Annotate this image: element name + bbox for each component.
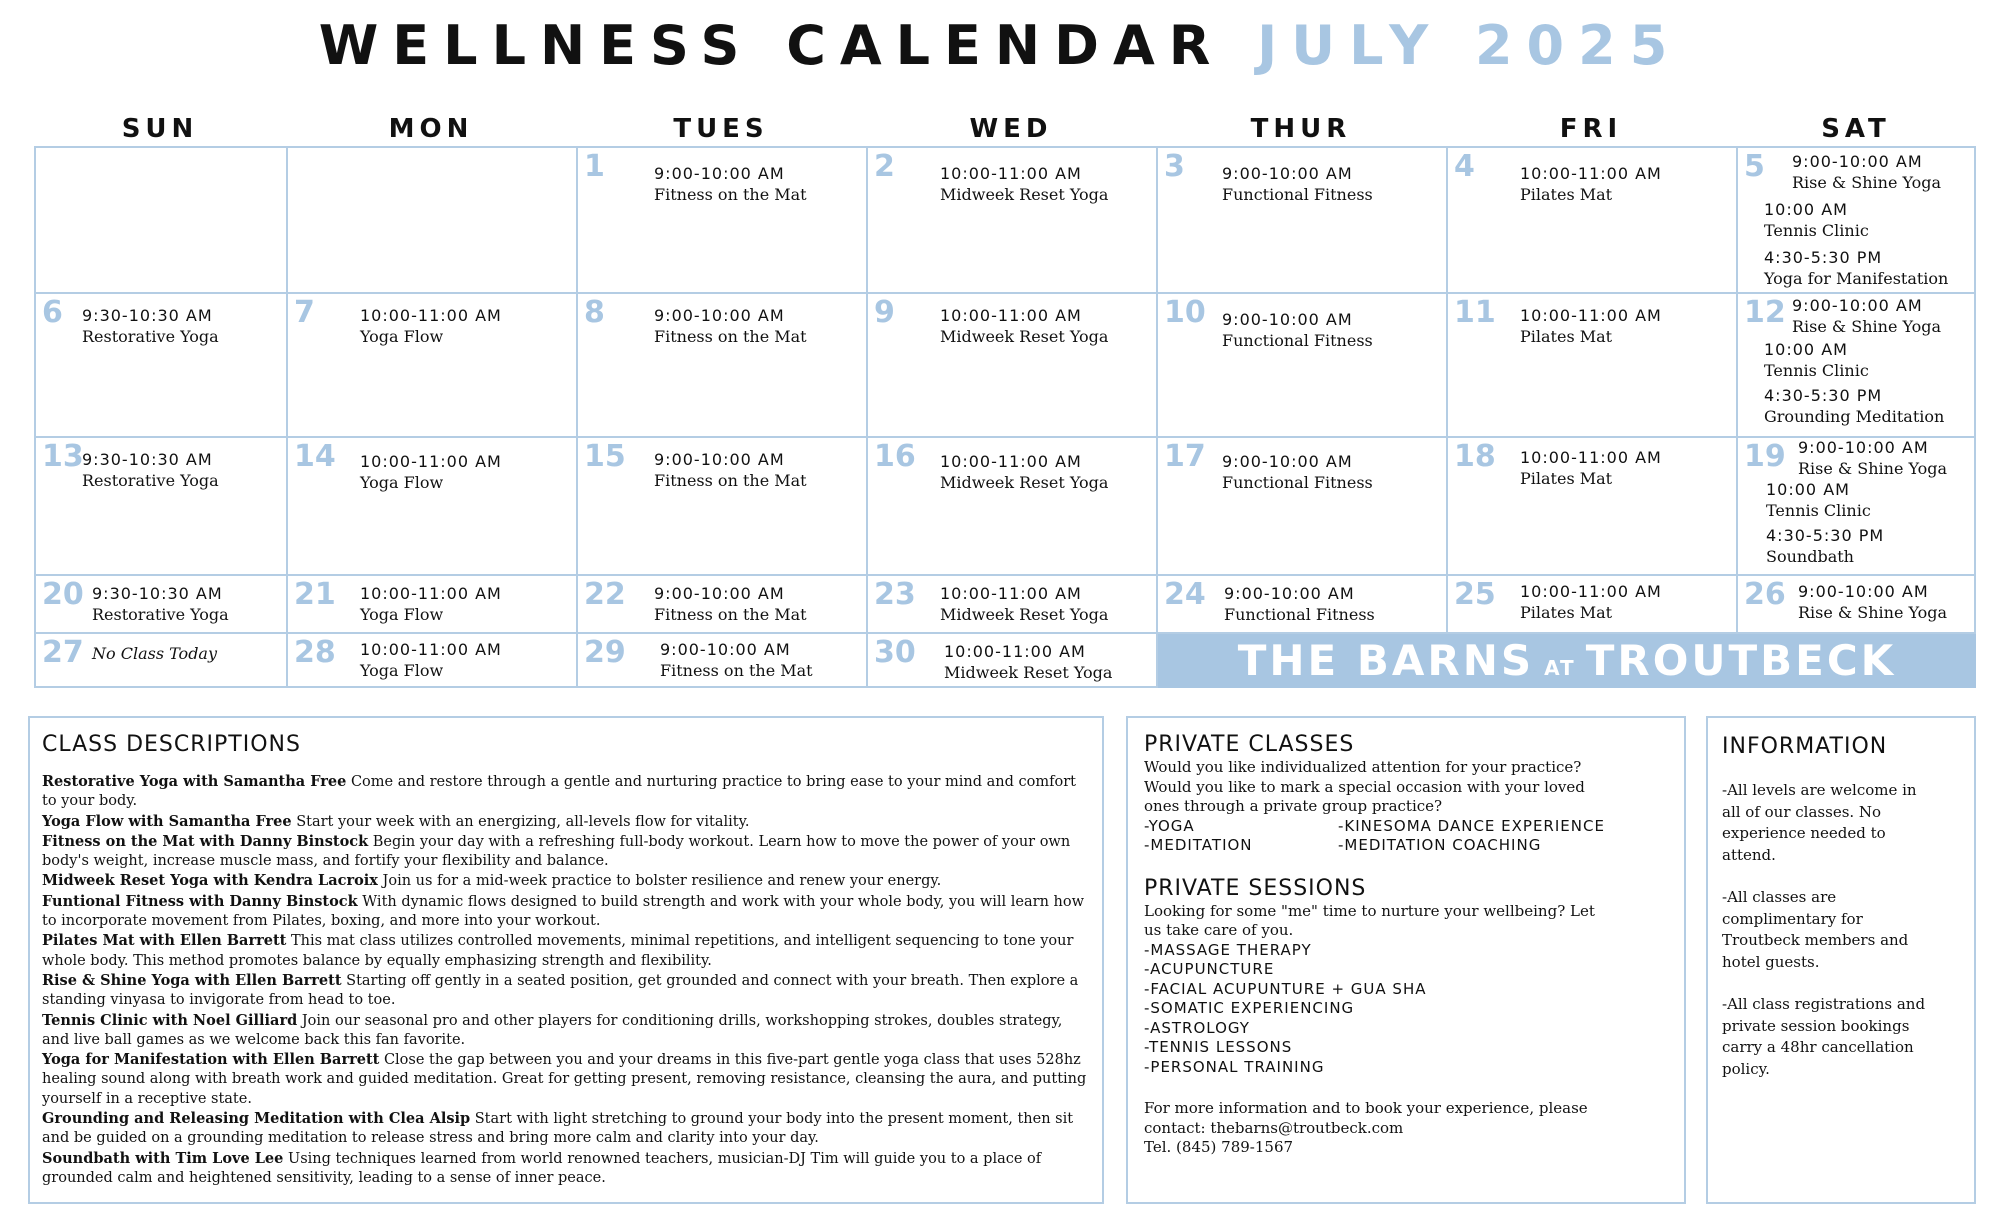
class-name: Rise & Shine Yoga — [1798, 459, 1948, 478]
class-name: Midweek Reset Yoga — [940, 327, 1109, 346]
description-title: Grounding and Releasing Meditation with Clea Alsip — [42, 1110, 471, 1128]
day-number: 2 — [874, 149, 895, 184]
class-name: Grounding Meditation — [1764, 407, 1945, 426]
description-title: Rise & Shine Yoga with Ellen Barrett — [42, 971, 342, 989]
description-title: Fitness on the Mat with Danny Binstock — [42, 832, 369, 850]
class-time: 9:00-10:00 AM — [1798, 438, 1929, 457]
descriptions-heading: CLASS DESCRIPTIONS — [42, 732, 301, 757]
class-event — [1792, 296, 1941, 337]
description-text: Begin your day with a refreshing full-body workout. Learn how to move the power of your own body's weight, increase muscle mass, and fortify your flexibility and balance. — [42, 833, 1071, 870]
class-event — [1222, 164, 1373, 205]
private-class-item: -MEDITATION — [1144, 836, 1253, 854]
class-time: 10:00-11:00 AM — [1520, 306, 1662, 325]
title-month: JULY 2025 — [1257, 14, 1682, 77]
day-number: 1 — [584, 149, 605, 184]
day-cell[interactable] — [1448, 148, 1736, 292]
description-item — [42, 1109, 1090, 1149]
day-cell[interactable] — [1448, 438, 1736, 574]
weekday-mon: MON — [388, 114, 474, 144]
class-time: 9:00-10:00 AM — [654, 164, 785, 183]
class-name: Midweek Reset Yoga — [940, 605, 1109, 624]
class-name: Pilates Mat — [1520, 469, 1613, 488]
description-text: Starting off gently in a seated position, get grounded and connect with your breath. Then explore a standing vinyasa to invigorate from head to toe. — [42, 972, 1079, 1009]
session-item: -PERSONAL TRAINING — [1144, 1057, 1325, 1076]
information-panel — [1706, 716, 1976, 1204]
class-time: 9:30-10:30 AM — [82, 306, 213, 325]
day-cell[interactable] — [1158, 438, 1446, 574]
information-heading: INFORMATION — [1722, 734, 1888, 759]
day-number: 5 — [1744, 149, 1765, 184]
class-time: 9:00-10:00 AM — [1222, 452, 1353, 471]
day-cell[interactable] — [36, 438, 286, 574]
class-time: 10:00-11:00 AM — [940, 164, 1082, 183]
class-event — [1766, 480, 1871, 521]
description-title: Funtional Fitness with Danny Binstock — [42, 892, 358, 910]
class-name: Pilates Mat — [1520, 603, 1613, 622]
day-number: 12 — [1744, 295, 1786, 330]
banner-at: AT — [1544, 656, 1576, 680]
weekday-wed: WED — [969, 114, 1053, 144]
class-time: 10:00-11:00 AM — [1520, 448, 1662, 467]
class-event — [360, 452, 502, 493]
class-name: Fitness on the Mat — [660, 661, 813, 680]
info-line: -All levels are welcome in — [1722, 781, 1917, 799]
private-classes-intro-line: Would you like to mark a special occasion with your loved — [1144, 777, 1585, 796]
class-name: Tennis Clinic — [1764, 221, 1869, 240]
class-name: Fitness on the Mat — [654, 327, 807, 346]
class-event — [654, 306, 807, 347]
info-line: complimentary for — [1722, 909, 1863, 928]
class-time: 9:00-10:00 AM — [1798, 582, 1929, 601]
title-main: WELLNESS CALENDAR — [318, 14, 1225, 77]
class-time: 10:00 AM — [1764, 340, 1848, 359]
info-line: -All classes are — [1722, 888, 1837, 906]
day-number: 27 — [42, 635, 84, 670]
class-event — [660, 640, 813, 681]
day-cell[interactable] — [1158, 576, 1446, 632]
private-classes-intro-line: Would you like individualized attention for your practice? — [1144, 758, 1582, 776]
description-title: Yoga for Manifestation with Ellen Barrett — [42, 1051, 380, 1069]
class-name: Functional Fitness — [1222, 185, 1373, 204]
class-name: Restorative Yoga — [92, 605, 229, 624]
day-number: 14 — [294, 439, 336, 474]
day-cell[interactable] — [36, 576, 286, 632]
class-event — [1520, 164, 1662, 205]
description-text: Start your week with an energizing, all-levels flow for vitality. — [296, 813, 750, 830]
description-text: Using techniques learned from world renowned teachers, musician-DJ Tim will guide you to a place of grounded calm and heightened sensitivity, leading to a sense of inner peace. — [42, 1150, 1042, 1186]
private-classes-heading: PRIVATE CLASSES — [1144, 732, 1355, 757]
day-cell[interactable] — [868, 148, 1156, 292]
class-time: 9:00-10:00 AM — [660, 640, 791, 659]
private-sessions-heading: PRIVATE SESSIONS — [1144, 875, 1367, 901]
day-cell[interactable] — [288, 576, 576, 632]
class-name: Rise & Shine Yoga — [1792, 317, 1942, 336]
private-sessions-intro-line: us take care of you. — [1144, 921, 1294, 939]
session-item: -SOMATIC EXPERIENCING — [1144, 999, 1355, 1017]
description-text: Close the gap between you and your dreams in this five-part gentle yoga class that uses 528hz healing sound along with breath work and guided meditation. Great for getting present, removing resistance, cleansing the aura, and putting yourself in a receptive state. — [42, 1052, 1087, 1107]
class-event — [1520, 582, 1662, 623]
session-item: -MASSAGE THERAPY — [1144, 940, 1312, 959]
private-class-item: -KINESOMA DANCE EXPERIENCE — [1338, 816, 1605, 835]
class-time: 9:00-10:00 AM — [1222, 164, 1353, 183]
description-text: Come and restore through a gentle and nurturing practice to bring ease to your mind and comfort to your body. — [42, 774, 1076, 810]
info-line: all of our classes. No — [1722, 802, 1882, 821]
class-name: Pilates Mat — [1520, 327, 1613, 346]
session-item: -TENNIS LESSONS — [1144, 1038, 1293, 1056]
day-number: 8 — [584, 295, 605, 330]
day-cell[interactable] — [868, 576, 1156, 632]
class-name: Midweek Reset Yoga — [940, 473, 1109, 492]
class-time: 9:00-10:00 AM — [1222, 310, 1353, 329]
private-class-item: -YOGA — [1144, 816, 1195, 835]
class-event — [1766, 526, 1884, 567]
description-item — [42, 1050, 1090, 1109]
day-number: 30 — [874, 635, 916, 670]
class-time: 10:00-11:00 AM — [360, 640, 502, 659]
info-line: attend. — [1722, 845, 1776, 864]
day-number: 18 — [1454, 439, 1496, 474]
info-paragraph — [1722, 780, 1960, 866]
class-event — [360, 306, 502, 347]
day-number: 15 — [584, 439, 626, 474]
description-item — [42, 812, 1090, 832]
class-time: 10:00-11:00 AM — [360, 452, 502, 471]
day-number: 16 — [874, 439, 916, 474]
class-event — [1222, 452, 1373, 493]
class-name: Fitness on the Mat — [654, 185, 807, 204]
class-event — [1222, 310, 1373, 351]
day-number: 11 — [1454, 295, 1496, 330]
banner-right: TROUTBECK — [1585, 636, 1897, 685]
class-name: Soundbath — [1766, 547, 1854, 566]
class-event — [360, 640, 502, 681]
day-cell[interactable] — [1448, 294, 1736, 436]
day-cell[interactable] — [1738, 148, 1976, 292]
class-event — [1798, 582, 1947, 623]
day-cell[interactable] — [36, 294, 286, 436]
class-name: Fitness on the Mat — [654, 605, 807, 624]
day-cell[interactable] — [578, 148, 866, 292]
weekday-tues: TUES — [673, 114, 769, 144]
class-event — [82, 306, 219, 347]
class-name: Fitness on the Mat — [654, 471, 807, 490]
class-time: 4:30-5:30 PM — [1766, 526, 1885, 545]
private-classes-list — [1144, 817, 1668, 856]
class-name: Yoga Flow — [360, 473, 444, 492]
class-time: 10:00 AM — [1766, 480, 1850, 499]
description-item — [42, 971, 1090, 1011]
description-item — [42, 1011, 1090, 1051]
description-title: Yoga Flow with Samantha Free — [42, 812, 292, 830]
day-number: 21 — [294, 577, 336, 612]
day-cell[interactable] — [1738, 576, 1976, 632]
class-name: Tennis Clinic — [1764, 361, 1869, 380]
description-title: Restorative Yoga with Samantha Free — [42, 773, 347, 790]
day-cell[interactable] — [868, 294, 1156, 436]
day-cell[interactable] — [1738, 438, 1976, 574]
info-line: hotel guests. — [1722, 952, 1820, 971]
description-title: Pilates Mat with Ellen Barrett — [42, 932, 287, 950]
class-time: 9:00-10:00 AM — [654, 584, 785, 603]
class-event — [1764, 340, 1869, 381]
class-event — [654, 164, 807, 205]
description-item — [42, 1149, 1090, 1189]
class-event — [654, 584, 807, 625]
day-number: 20 — [42, 577, 84, 612]
description-title: Midweek Reset Yoga with Kendra Lacroix — [42, 872, 378, 890]
class-name: Restorative Yoga — [82, 471, 219, 490]
class-event — [1764, 200, 1869, 241]
day-number: 4 — [1454, 149, 1475, 184]
class-name: Restorative Yoga — [82, 327, 219, 346]
private-panel — [1126, 716, 1686, 1204]
day-number: 10 — [1164, 295, 1206, 330]
class-name: Rise & Shine Yoga — [1792, 173, 1942, 192]
class-event — [940, 584, 1108, 625]
description-text: This mat class utilizes controlled movements, minimal repetitions, and intelligent sequencing to tone your whole body. This method promotes balance by equally emphasizing strength and flexibility. — [42, 933, 1074, 969]
class-name: Tennis Clinic — [1766, 501, 1871, 520]
contact-phone[interactable]: Tel. (845) 789-1567 — [1144, 1138, 1294, 1156]
description-item — [42, 931, 1090, 971]
session-item: -ASTROLOGY — [1144, 1018, 1250, 1037]
class-event — [940, 164, 1108, 205]
day-cell[interactable] — [36, 634, 286, 688]
class-time: 10:00-11:00 AM — [940, 584, 1082, 603]
day-cell[interactable] — [1158, 148, 1446, 292]
class-name: Yoga Flow — [360, 327, 444, 346]
day-cell[interactable] — [288, 634, 576, 688]
info-paragraph — [1722, 887, 1960, 973]
description-item — [42, 832, 1090, 872]
day-cell[interactable] — [1448, 576, 1736, 632]
class-name: Midweek Reset Yoga — [940, 185, 1109, 204]
session-item: -ACUPUNCTURE — [1144, 960, 1275, 978]
day-cell[interactable] — [288, 438, 576, 574]
class-name: Functional Fitness — [1224, 605, 1375, 624]
weekday-sat: SAT — [1821, 114, 1891, 144]
class-event — [944, 642, 1112, 683]
class-name: Yoga Flow — [360, 605, 444, 624]
class-time: 10:00-11:00 AM — [360, 306, 502, 325]
day-number: 28 — [294, 635, 336, 670]
info-line: experience needed to — [1722, 824, 1886, 842]
description-item — [42, 892, 1090, 932]
day-number: 29 — [584, 635, 626, 670]
class-time: 9:30-10:30 AM — [92, 584, 223, 603]
class-name: Yoga for Manifestation — [1764, 269, 1949, 288]
description-text: With dynamic flows designed to build strength and work with your whole body, you will learn how to incorporate movement from Pilates, boxing, and more into your workout. — [42, 893, 1085, 930]
class-time: 10:00-11:00 AM — [360, 584, 502, 603]
day-cell[interactable] — [868, 438, 1156, 574]
class-event — [1798, 438, 1947, 479]
day-cell[interactable] — [1158, 294, 1446, 436]
class-time: 4:30-5:30 PM — [1764, 248, 1883, 267]
contact-email[interactable]: contact: thebarns@troutbeck.com — [1144, 1118, 1404, 1137]
class-name: Yoga Flow — [360, 661, 444, 680]
description-text: Join our seasonal pro and other players for conditioning drills, workshopping strokes, doubles strategy, and live ball games as we welcome back this fan favorite. — [42, 1012, 1063, 1048]
class-time: 10:00-11:00 AM — [940, 452, 1082, 471]
troutbeck-banner — [1158, 634, 1976, 688]
class-event — [940, 306, 1108, 347]
info-line: carry a 48hr cancellation — [1722, 1038, 1914, 1056]
day-cell[interactable] — [868, 634, 1156, 688]
class-time: 10:00-11:00 AM — [1520, 582, 1662, 601]
private-classes-intro-line: ones through a private group practice? — [1144, 797, 1443, 815]
day-number: 24 — [1164, 577, 1206, 612]
description-title: Tennis Clinic with Noel Gilliard — [42, 1011, 298, 1029]
day-cell[interactable] — [578, 438, 866, 574]
description-text: Start with light stretching to ground your body into the present moment, then sit and be guided on a grounding meditation to release stress and bring more calm and clarity into your day. — [42, 1111, 1074, 1147]
day-cell[interactable] — [578, 294, 866, 436]
class-event — [1520, 448, 1662, 489]
class-event — [82, 450, 219, 491]
info-paragraph — [1722, 994, 1960, 1080]
description-item — [42, 871, 1090, 891]
day-cell[interactable] — [288, 294, 576, 436]
info-line: -All class registrations and — [1722, 995, 1926, 1013]
weekday-fri: FRI — [1559, 114, 1623, 144]
day-number: 19 — [1744, 439, 1786, 474]
day-number: 17 — [1164, 439, 1206, 474]
private-class-item: -MEDITATION COACHING — [1338, 836, 1542, 854]
day-number: 3 — [1164, 149, 1185, 184]
day-number: 22 — [584, 577, 626, 612]
class-descriptions-panel — [28, 716, 1104, 1204]
class-event — [1764, 248, 1948, 289]
class-time: 10:00-11:00 AM — [940, 306, 1082, 325]
no-class-note — [92, 644, 217, 664]
class-event — [1764, 386, 1944, 427]
contact-line: For more information and to book your experience, please — [1144, 1099, 1588, 1117]
class-event — [1520, 306, 1662, 347]
class-time: 9:00-10:00 AM — [654, 306, 785, 325]
day-number: 25 — [1454, 577, 1496, 612]
class-name: Pilates Mat — [1520, 185, 1613, 204]
weekday-thur: THUR — [1250, 114, 1352, 144]
day-number: 26 — [1744, 577, 1786, 612]
contact-block — [1144, 1099, 1668, 1158]
class-name: Functional Fitness — [1222, 473, 1373, 492]
class-time: 9:00-10:00 AM — [1792, 152, 1923, 171]
class-name: Midweek Reset Yoga — [944, 663, 1113, 682]
class-event — [360, 584, 502, 625]
page-title — [0, 14, 2000, 77]
description-text: Join us for a mid-week practice to bolster resilience and renew your energy. — [382, 873, 942, 890]
day-number: 7 — [294, 295, 315, 330]
class-name: Functional Fitness — [1222, 331, 1373, 350]
class-time: 4:30-5:30 PM — [1764, 386, 1883, 405]
info-line: policy. — [1722, 1059, 1770, 1078]
class-time: 9:00-10:00 AM — [654, 450, 785, 469]
description-title: Soundbath with Tim Love Lee — [42, 1149, 284, 1167]
class-event — [654, 450, 807, 491]
day-cell[interactable] — [578, 634, 866, 688]
day-number: 6 — [42, 295, 63, 330]
class-time: 10:00-11:00 AM — [1520, 164, 1662, 183]
weekday-sun: SUN — [121, 114, 199, 144]
banner-left: THE BARNS — [1237, 636, 1535, 685]
description-item — [42, 772, 1090, 812]
day-cell[interactable] — [578, 576, 866, 632]
class-time: 10:00-11:00 AM — [944, 642, 1086, 661]
class-name: Rise & Shine Yoga — [1798, 603, 1948, 622]
info-line: private session bookings — [1722, 1016, 1910, 1035]
class-event — [92, 584, 229, 625]
class-event — [1792, 152, 1941, 193]
class-time: 9:30-10:30 AM — [82, 450, 213, 469]
class-time: 10:00 AM — [1764, 200, 1848, 219]
day-number: 23 — [874, 577, 916, 612]
info-line: Troutbeck members and — [1722, 931, 1909, 949]
class-event — [940, 452, 1108, 493]
session-item: -FACIAL ACUPUNTURE + GUA SHA — [1144, 979, 1427, 998]
day-number: 13 — [42, 439, 84, 474]
day-number: 9 — [874, 295, 895, 330]
class-time: 9:00-10:00 AM — [1792, 296, 1923, 315]
class-event — [1224, 584, 1375, 625]
class-time: 9:00-10:00 AM — [1224, 584, 1355, 603]
day-cell[interactable] — [1738, 294, 1976, 436]
private-sessions-intro-line: Looking for some "me" time to nurture your wellbeing? Let — [1144, 901, 1595, 920]
note-text: No Class Today — [92, 644, 218, 663]
calendar-grid — [34, 146, 1976, 688]
